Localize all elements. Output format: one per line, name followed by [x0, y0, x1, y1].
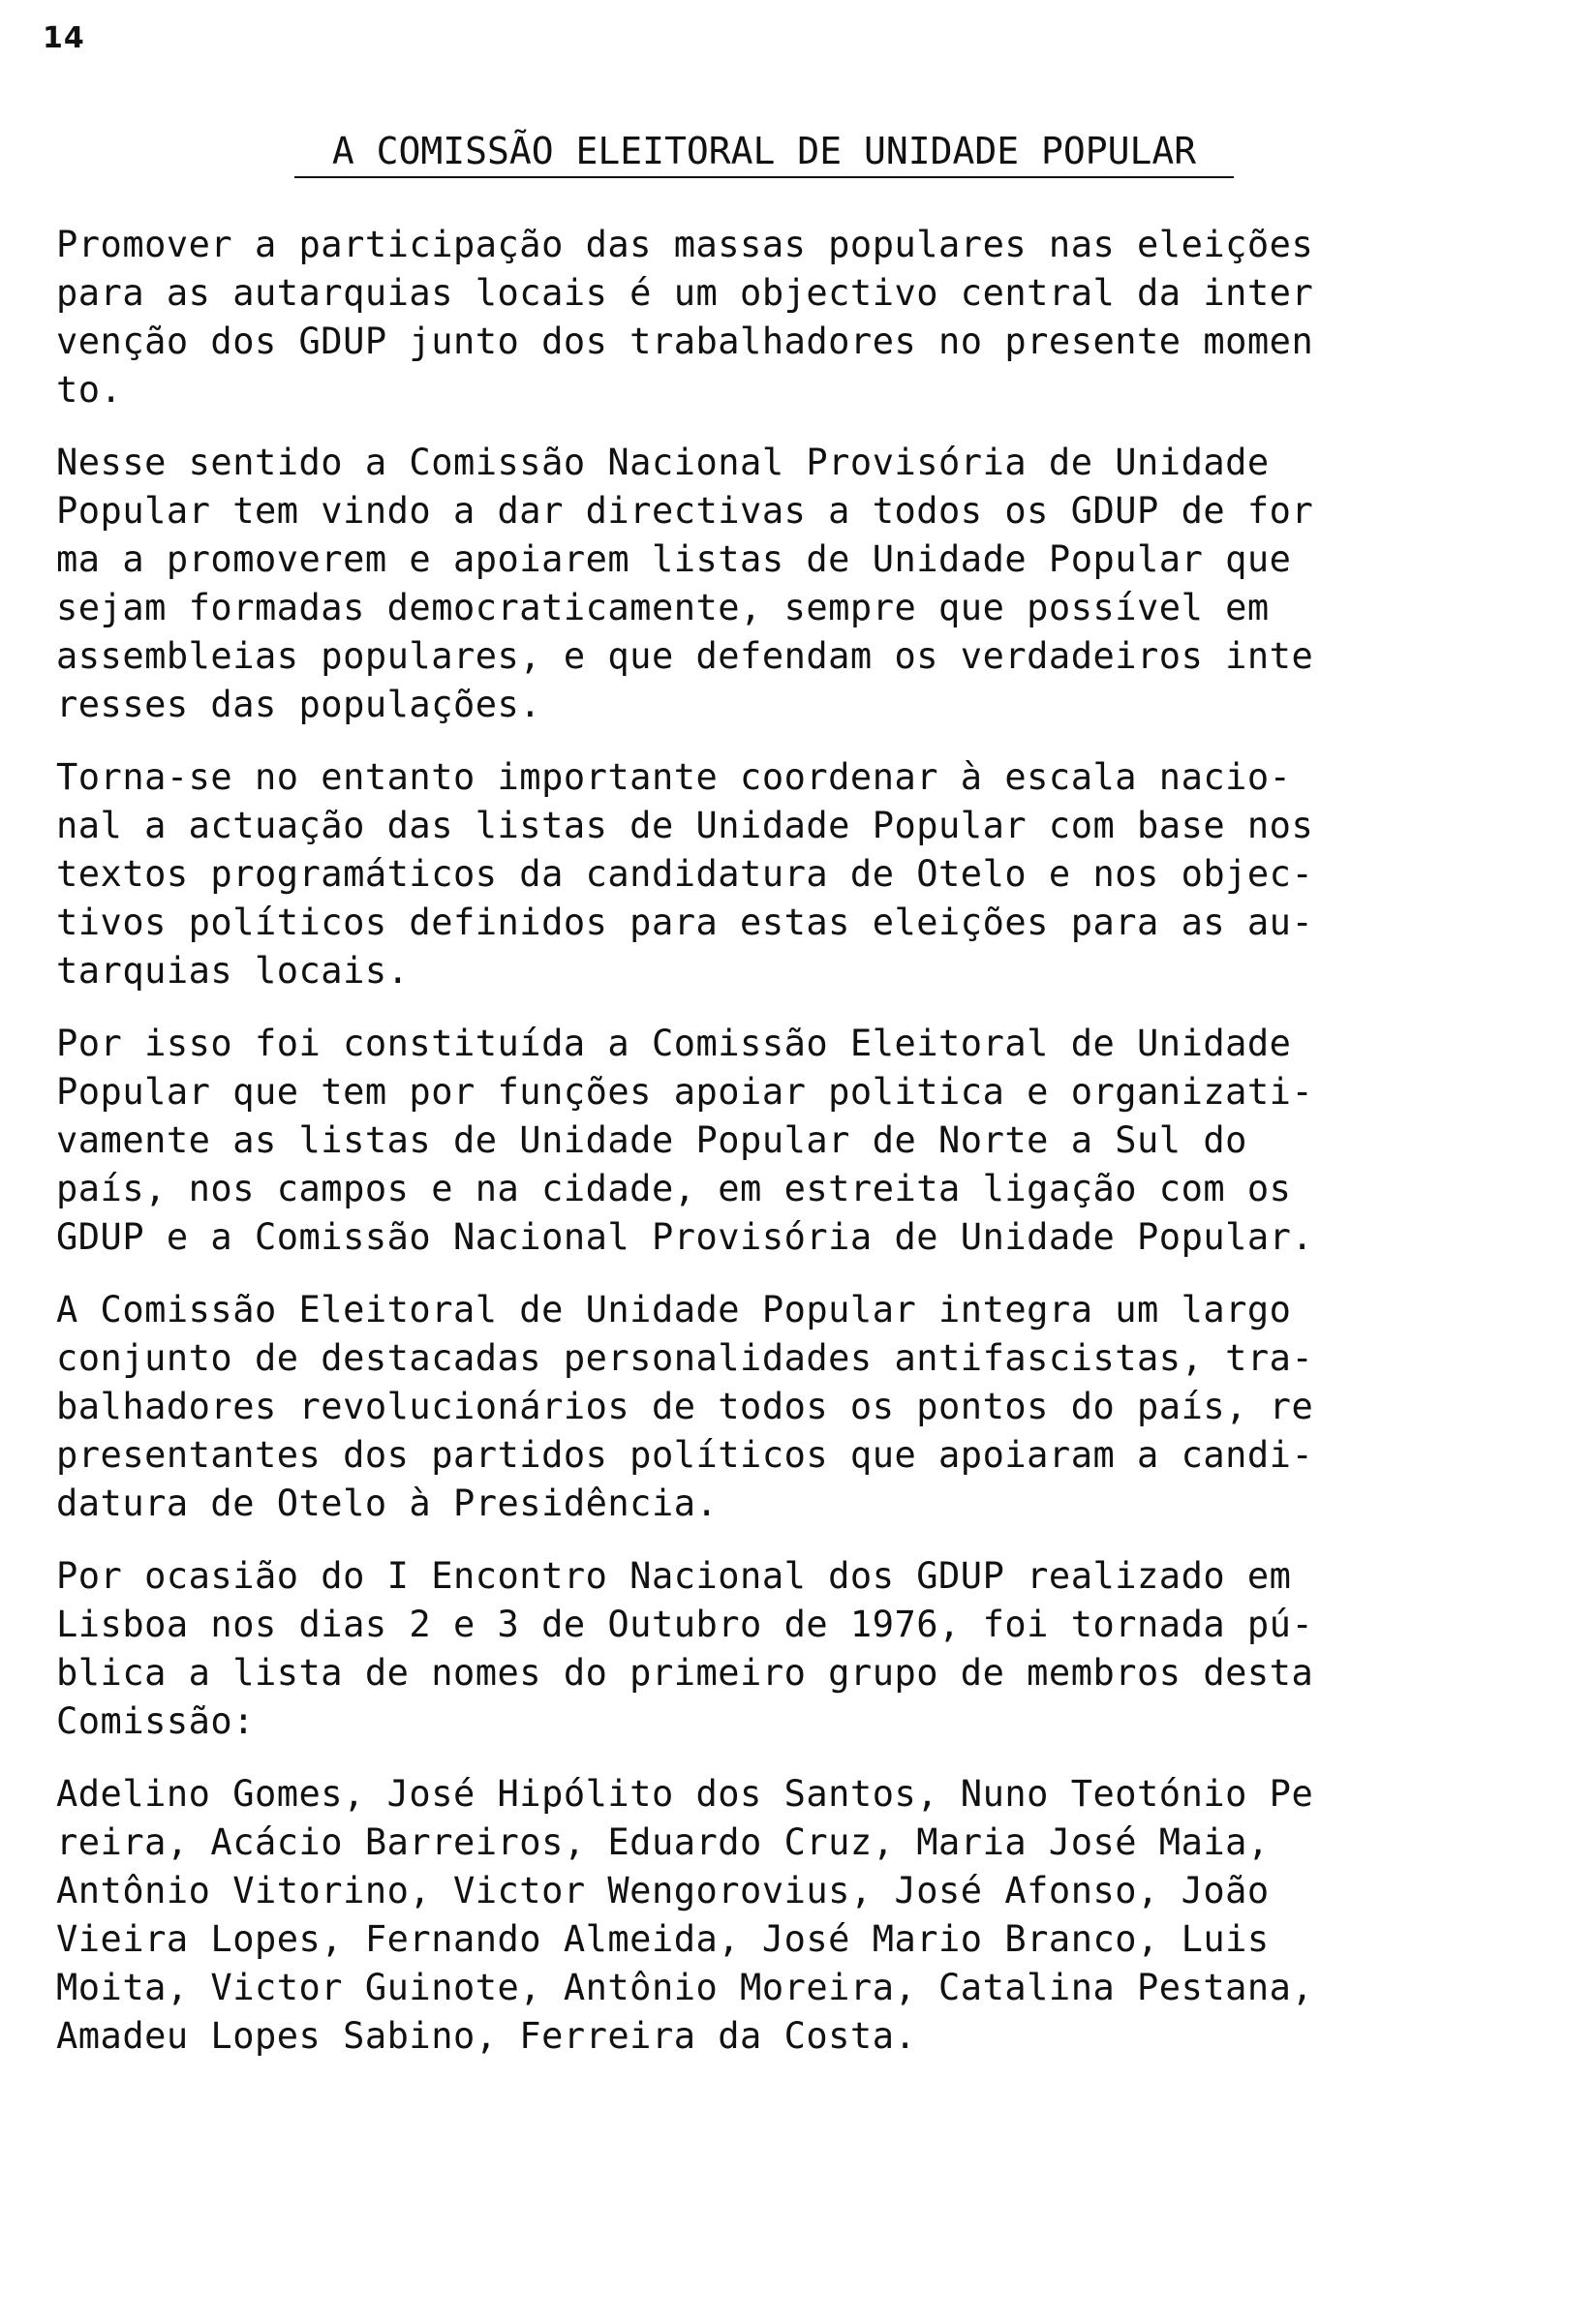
text-line: Adelino Gomes, José Hipólito dos Santos, Nuno Teotónio Pe: [56, 1773, 1314, 1815]
text-line: nal a actuação das listas de Unidade Popular com base nos: [56, 805, 1314, 846]
text-line: datura de Otelo à Presidência.: [56, 1483, 719, 1524]
text-line: para as autarquias locais é um objectivo central da inter: [56, 272, 1314, 314]
text-line: Moita, Victor Guinote, Antônio Moreira, Catalina Pestana,: [56, 1967, 1314, 2008]
text-line: resses das populações.: [56, 684, 542, 725]
text-line: to.: [56, 369, 123, 411]
text-line: Antônio Vitorino, Victor Wengorovius, José Afonso, João: [56, 1870, 1270, 1911]
text-line: Lisboa nos dias 2 e 3 de Outubro de 1976, foi tornada pú-: [56, 1604, 1314, 1645]
text-line: vamente as listas de Unidade Popular de Norte a Sul do: [56, 1119, 1247, 1161]
text-line: Comissão:: [56, 1700, 255, 1742]
text-line: blica a lista de nomes do primeiro grupo de membros desta: [56, 1652, 1314, 1694]
text-line: assembleias populares, e que defendam os verdadeiros inte: [56, 635, 1314, 677]
text-line: Vieira Lopes, Fernando Almeida, José Mario Branco, Luis: [56, 1918, 1270, 1960]
page-title: A COMISSÃO ELEITORAL DE UNIDADE POPULAR: [294, 126, 1234, 178]
text-line: Nesse sentido a Comissão Nacional Provisória de Unidade: [56, 442, 1270, 483]
text-line: balhadores revolucionários de todos os pontos do país, re: [56, 1386, 1314, 1427]
text-line: ma a promoverem e apoiarem listas de Unidade Popular que: [56, 538, 1292, 580]
text-line: tivos políticos definidos para estas eleições para as au-: [56, 902, 1314, 943]
text-line: presentantes dos partidos políticos que apoiaram a candi-: [56, 1434, 1314, 1476]
text-line: venção dos GDUP junto dos trabalhadores no presente momen: [56, 321, 1314, 362]
paragraph-constitution: [56, 1020, 1451, 1262]
text-line: tarquias locais.: [56, 950, 410, 992]
text-line: Popular tem vindo a dar directivas a todos os GDUP de for: [56, 490, 1314, 532]
text-line: Amadeu Lopes Sabino, Ferreira da Costa.: [56, 2015, 917, 2057]
text-line: Popular que tem por funções apoiar politica e organizati-: [56, 1071, 1314, 1113]
paragraph-member-names: [56, 1770, 1451, 2061]
paragraph-participation: [56, 221, 1451, 414]
page-number: 14: [43, 21, 85, 55]
text-line: Promover a participação das massas populares nas eleições: [56, 224, 1314, 265]
paragraph-membership: [56, 1286, 1451, 1528]
text-line: Torna-se no entanto importante coordenar à escala nacio-: [56, 756, 1292, 798]
text-line: GDUP e a Comissão Nacional Provisória de Unidade Popular.: [56, 1216, 1314, 1258]
paragraph-directives: [56, 439, 1451, 729]
text-line: reira, Acácio Barreiros, Eduardo Cruz, Maria José Maia,: [56, 1821, 1270, 1863]
text-line: país, nos campos e na cidade, em estreita ligação com os: [56, 1168, 1292, 1209]
text-line: Por ocasião do I Encontro Nacional dos GDUP realizado em: [56, 1555, 1292, 1597]
paragraph-coordination: [56, 753, 1451, 995]
document-body: [56, 221, 1451, 2085]
text-line: textos programáticos da candidatura de Otelo e nos objec-: [56, 853, 1314, 895]
paragraph-encounter: [56, 1552, 1451, 1746]
text-line: sejam formadas democraticamente, sempre que possível em: [56, 587, 1270, 628]
text-line: A Comissão Eleitoral de Unidade Popular integra um largo: [56, 1289, 1292, 1330]
text-line: Por isso foi constituída a Comissão Eleitoral de Unidade: [56, 1023, 1292, 1064]
text-line: conjunto de destacadas personalidades antifascistas, tra-: [56, 1337, 1314, 1379]
